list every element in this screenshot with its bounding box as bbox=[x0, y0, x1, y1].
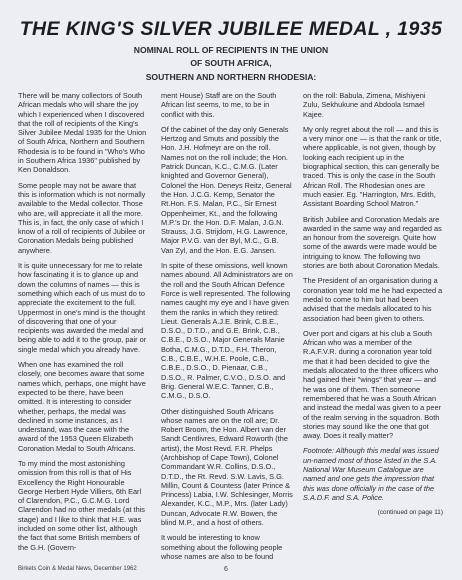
article-subtitle bbox=[100, 44, 362, 84]
paragraph: The President of an organisation during a coronation year told me he had expected a medal to come to him but had been advised that the medals allocated to his association had been given to others. bbox=[303, 276, 443, 323]
paragraph: Of the cabinet of the day only Generals Hertzog and Smuts and possibly the Hon. J.H. Hofmeyr are on the roll. Names not on the roll include; the Hon. Patrick Duncan, K.C., C.M.G. (Later knighted and Governor General), Colonel the Hon. Deneys Reitz, General the Hon. J.C.G. Kemp, Senator the Rt.Hon. F.S. Malan, P.C., Sir Ernest Oppenheimer, Kt., and the following M.P.'s Dr. the Hon. D.F. Malan, J.G.N. Strauss, J.G. Strijdom, H.G. Lawrence, Major P.V.G. van der Byl, M.C., G.B. Van Zyl, and the Hon. E.G. Jansen. bbox=[161, 124, 292, 255]
paragraph: To my mind the most astonishing omission from this roll is that of His Excellency the Right Honourable George Herbert Hyde Villiers, 6th Earl of Clarendon, P.C., G.C.M.G. Lord Clarendon had no other medals (at this stage) and I like to think that H.E. was included on some other list, although the fact that some British members of the G.H. (Govern- bbox=[18, 458, 145, 552]
publication-footer: Birkets Coin & Medal News, December 1962 bbox=[18, 566, 137, 572]
text-column-1 bbox=[18, 91, 148, 558]
paragraph: My only regret about the roll — and this is a very minor one — is that the rank or title, where applicable, is not given, though by looking each recipient up in the biographical section, this can generally be traced. This is only the case in the South African Roll. The Rhodesian ones are much easier. Eg. "Harrington, Mrs. Edith, Assistant Boarding School Matron." bbox=[303, 124, 442, 209]
subtitle-line-3: SOUTHERN AND NORTHERN RHODESIA: bbox=[145, 71, 317, 82]
paragraph: It is quite unnecessary for me to relate how fascinating it is to glance up and down the columns of names — this is something which each of us must do to appreciate the excitement to the full. Uppermost in one's mind is the thought of discovering that one of your recipients was awarded the medal and being able to add it to the group, pair or single medal which you already have. bbox=[18, 261, 147, 354]
paragraph: When one has examined the roll closely, one becomes aware that some names which, perhaps, one might have expected to be there, have been omitted. It is interesting to consider whether, perhaps, the medal was declined in some instances, as I understand, was the case with the award of the 1953 Queen Elizabeth Coronation Medal to South Africans. bbox=[18, 360, 146, 453]
article-title: THE KING'S SILVER JUBILEE MEDAL , 1935 bbox=[19, 18, 443, 40]
paragraph: ment House) Staff are on the South African list seems, to me, to be in conflict with this. bbox=[161, 91, 277, 119]
text-column-3 bbox=[303, 91, 443, 517]
paragraph: Some people may not be aware that this is information which is not normally available to the Medal collector. Those who are, will appreciate it all the more. This is, in fact, the only case of which I know of a roll of recipients of Jubilee or Coronation Medals being published anywhere. bbox=[18, 180, 146, 255]
footnote: Footnote: Although this medal was issued un-named most of those listed in the S.A. National War Museum Catalogue are named and one gets the impression that this was done officially in the case of the S.A.D.F. and S.A. Police. bbox=[303, 446, 439, 502]
paragraph: There will be many collectors of South African medals who will share the joy which I experienced when I discovered that the roll of recipients of the King's Silver Jubilee Medal 1935 for the Union of South Africa, Northern and Southern Rhodesia is to be found in "Who's Who in Southern Africa 1936" published by Ken Donaldson. bbox=[18, 91, 147, 175]
page-number: 6 bbox=[224, 566, 228, 573]
paragraph: It would be interesting to know something about the following people whose names are also to be found bbox=[161, 533, 283, 561]
paragraph: on the roll: Babula, Zimena, Mishiyeni Zulu, Sekhukune and Abdoola Ismael Kajee. bbox=[303, 91, 426, 119]
subtitle-line-1: NOMINAL ROLL OF RECIPIENTS IN THE UNION bbox=[133, 45, 329, 55]
continued-note: (continued on page 11) bbox=[377, 509, 443, 517]
paragraph: Other distinguished South Africans whose names are on the roll are; Dr. Robert Broom, the Hon. Albert van der Sandt Centlivres, Edward Roworth (the artist), the Most Revd. F.R. Phelps (Archbishop of Cape Town), Colonel Commandant W.R. Collins, D.S.O., D.T.D., the Rt. Revd. S.W. Lavis, S.G. Millin, Count & Countess (later Prince & Princess) Labia, I.W. Schlesinger, Morris Alexander, K.C., M.P., Mrs. (later Lady) Duncan, Advocate R.W. Bowen, the blind M.P., and a host of others. bbox=[161, 406, 293, 528]
paragraph: Over port and cigars at his club a South African who was a member of the R.A.F.V.R. during a coronation year told me that it had been decided to give the medals allocated to the three officers who had gained their "wings" that year — and he was one of them. Then someone remembered that he was a South African and instead the medal was given to a peer of the realm serving in the squadron. Both stories may sound like the one that got away. Does it really matter? bbox=[303, 328, 441, 441]
subtitle-line-2: OF SOUTH AFRICA, bbox=[190, 58, 272, 69]
paragraph: In spite of these omissions, well known names abound. All Administrators are on the roll and the South African Defence Force is well represented. The following names caught my eye and I have given them the ranks in which they retired: Lieut. Generals A.J.E. Brink, C.B.E., D.S.O., D.T.D., and G.E. Brink, C.B., C.B.E., D.S.O., Major Generals Manie Botha, C.M.G., D.T.D., F.H. Theron, C.B., C.B.E., W.H.E. Poole, C.B., C.B.E., D.S.O., D. Pienaar, C.B., D.S.O., R. Palmer, C.V.O., D.S.O. and Brig. General W.E.C. Tanner, C.B., C.M.G., D.S.O. bbox=[161, 261, 293, 401]
paragraph: British Jubilee and Coronation Medals are awarded in the same way and regarded as an honour from the sovereign. Quite how some of the awards were made would be intriguing to know. The following two stories are both about Coronation Medals. bbox=[303, 214, 442, 271]
text-column-2 bbox=[161, 91, 293, 567]
